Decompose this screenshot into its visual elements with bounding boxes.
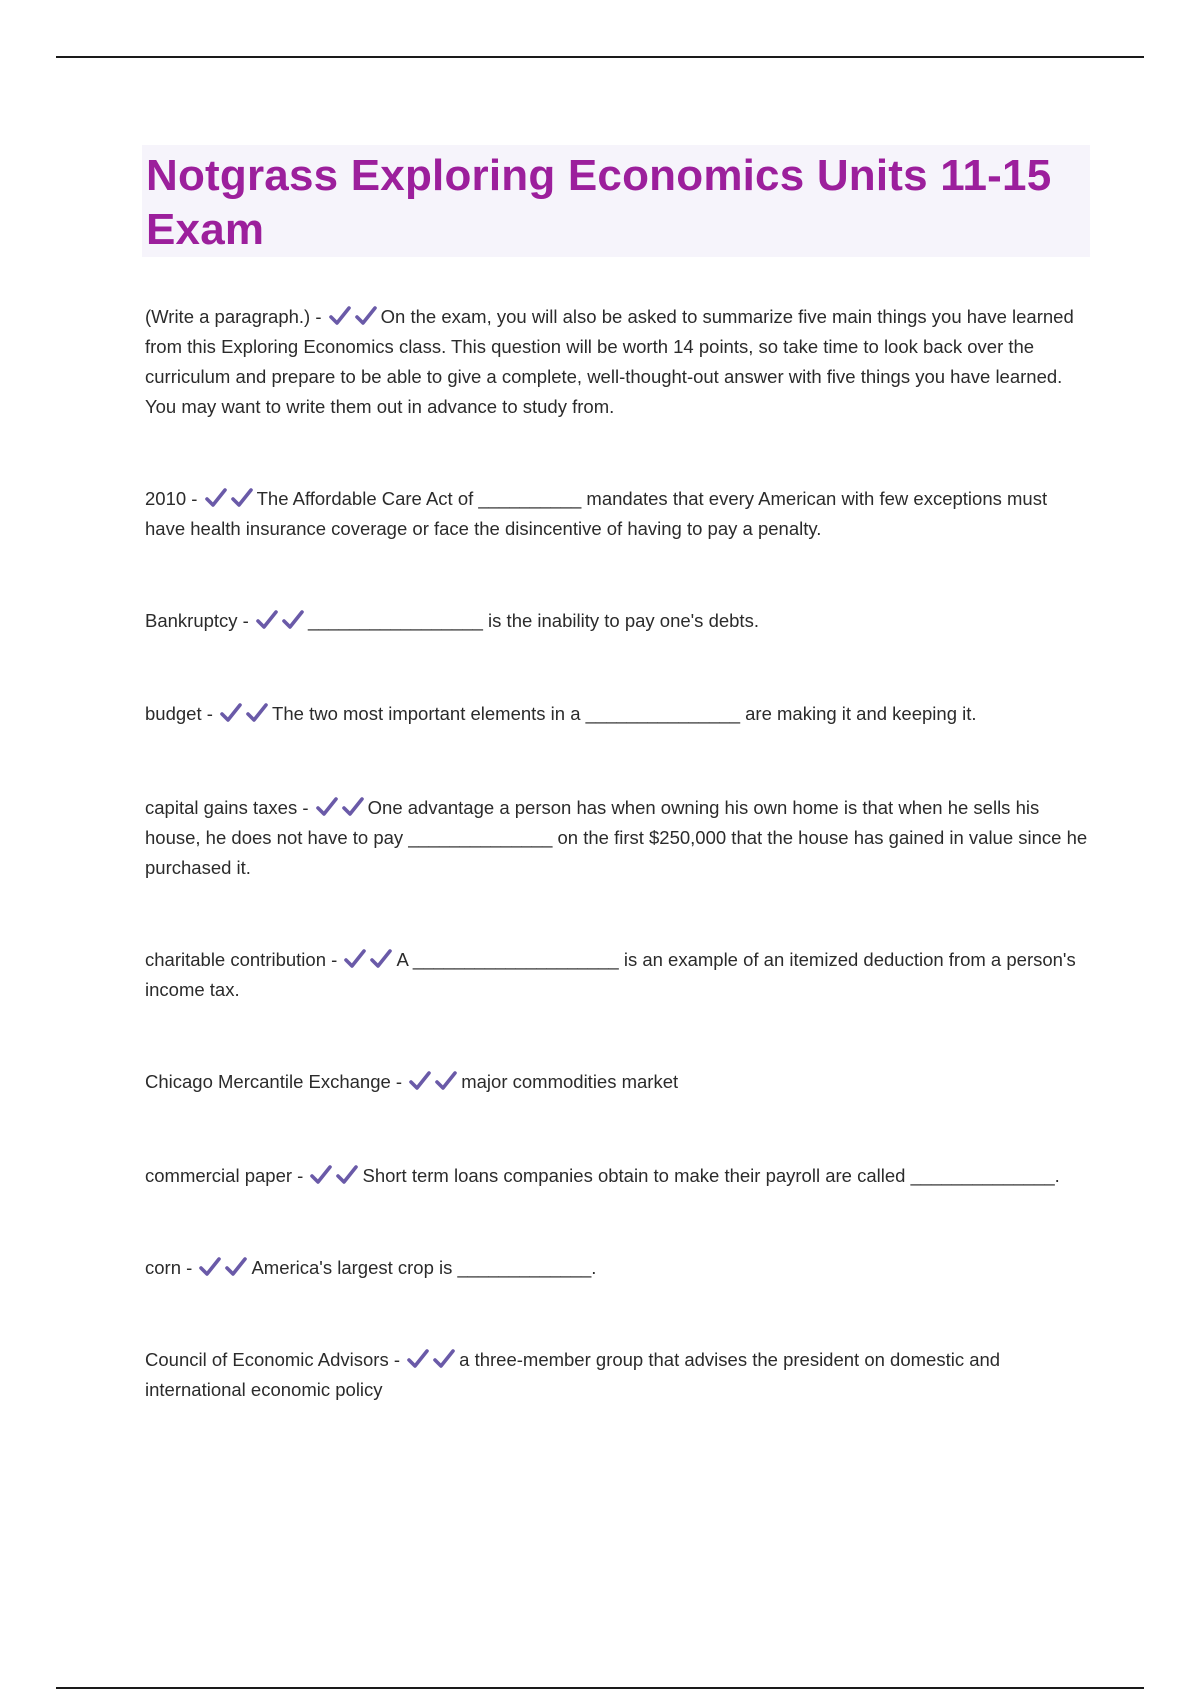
double-checkmark-icon	[409, 1070, 457, 1092]
double-checkmark-icon	[310, 1164, 358, 1186]
entry-separator: -	[292, 1165, 309, 1186]
flashcard-entry	[145, 699, 1090, 729]
entry-term: corn	[145, 1257, 181, 1278]
double-checkmark-icon	[316, 796, 364, 818]
entry-separator: -	[310, 306, 327, 327]
entry-definition: On the exam, you will also be asked to summarize five main things you have learned from this Exploring Economics class. This question will be worth 14 points, so take time to look back over the curriculum and prepare to be able to give a complete, well-thought-out answer with five things you have learned. You may want to write them out in advance to study from.	[145, 306, 1074, 417]
entry-definition: _________________ is the inability to pay one's debts.	[308, 610, 759, 631]
entry-separator: -	[390, 1071, 408, 1092]
entry-definition: a three-member group that advises the president on domestic and international economic policy	[145, 1349, 1001, 1400]
entry-term: (Write a paragraph.)	[145, 306, 311, 327]
flashcard-list	[145, 302, 1090, 1405]
title-banner	[142, 145, 1090, 257]
double-checkmark-icon	[256, 609, 304, 631]
entry-definition: One advantage a person has when owning his own home is that when he sells his house, he does not have to pay ______________ on the first $250,000 that the house has gained in value since he purchased it.	[145, 797, 1088, 878]
flashcard-entry	[145, 606, 1090, 636]
entry-separator: -	[181, 1257, 198, 1278]
entry-definition: major commodities market	[461, 1071, 679, 1092]
entry-term: 2010	[145, 488, 187, 509]
flashcard-entry	[145, 302, 1090, 422]
bottom-rule	[56, 1687, 1144, 1689]
entry-separator: -	[297, 797, 314, 818]
entry-term: Chicago Mercantile Exchange	[145, 1071, 391, 1092]
double-checkmark-icon	[220, 702, 268, 724]
double-checkmark-icon	[329, 305, 377, 327]
flashcard-entry	[145, 1345, 1090, 1405]
top-rule	[56, 56, 1144, 58]
flashcard-entry	[145, 1161, 1090, 1191]
flashcard-entry	[145, 1253, 1090, 1283]
flashcard-entry	[145, 484, 1090, 544]
page-title: Notgrass Exploring Economics Units 11-15 Exam	[146, 151, 1052, 254]
entry-separator: -	[201, 703, 219, 724]
entry-definition: A ____________________ is an example of an itemized deduction from a person's income tax.	[145, 949, 1076, 1000]
entry-term: charitable contribution	[145, 949, 326, 970]
double-checkmark-icon	[199, 1256, 247, 1278]
entry-term: Council of Economic Advisors	[145, 1349, 389, 1370]
entry-term: commercial paper	[145, 1165, 293, 1186]
flashcard-entry	[145, 945, 1090, 1005]
entry-term: Bankruptcy	[145, 610, 238, 631]
flashcard-entry	[145, 1067, 1090, 1097]
entry-separator: -	[326, 949, 343, 970]
flashcard-entry	[145, 793, 1090, 883]
entry-definition: Short term loans companies obtain to make their payroll are called ______________.	[362, 1165, 1060, 1186]
double-checkmark-icon	[407, 1348, 455, 1370]
double-checkmark-icon	[205, 487, 253, 509]
entry-term: capital gains taxes	[145, 797, 298, 818]
entry-definition: The two most important elements in a _______________ are making it and keeping it.	[272, 703, 977, 724]
entry-separator: -	[237, 610, 254, 631]
entry-term: budget	[145, 703, 202, 724]
entry-separator: -	[388, 1349, 406, 1370]
entry-definition: The Affordable Care Act of __________ mandates that every American with few exceptions must have health insurance coverage or face the disincentive of having to pay a penalty.	[145, 488, 1048, 539]
entry-separator: -	[186, 488, 203, 509]
entry-definition: America's largest crop is _____________.	[251, 1257, 597, 1278]
double-checkmark-icon	[344, 948, 392, 970]
